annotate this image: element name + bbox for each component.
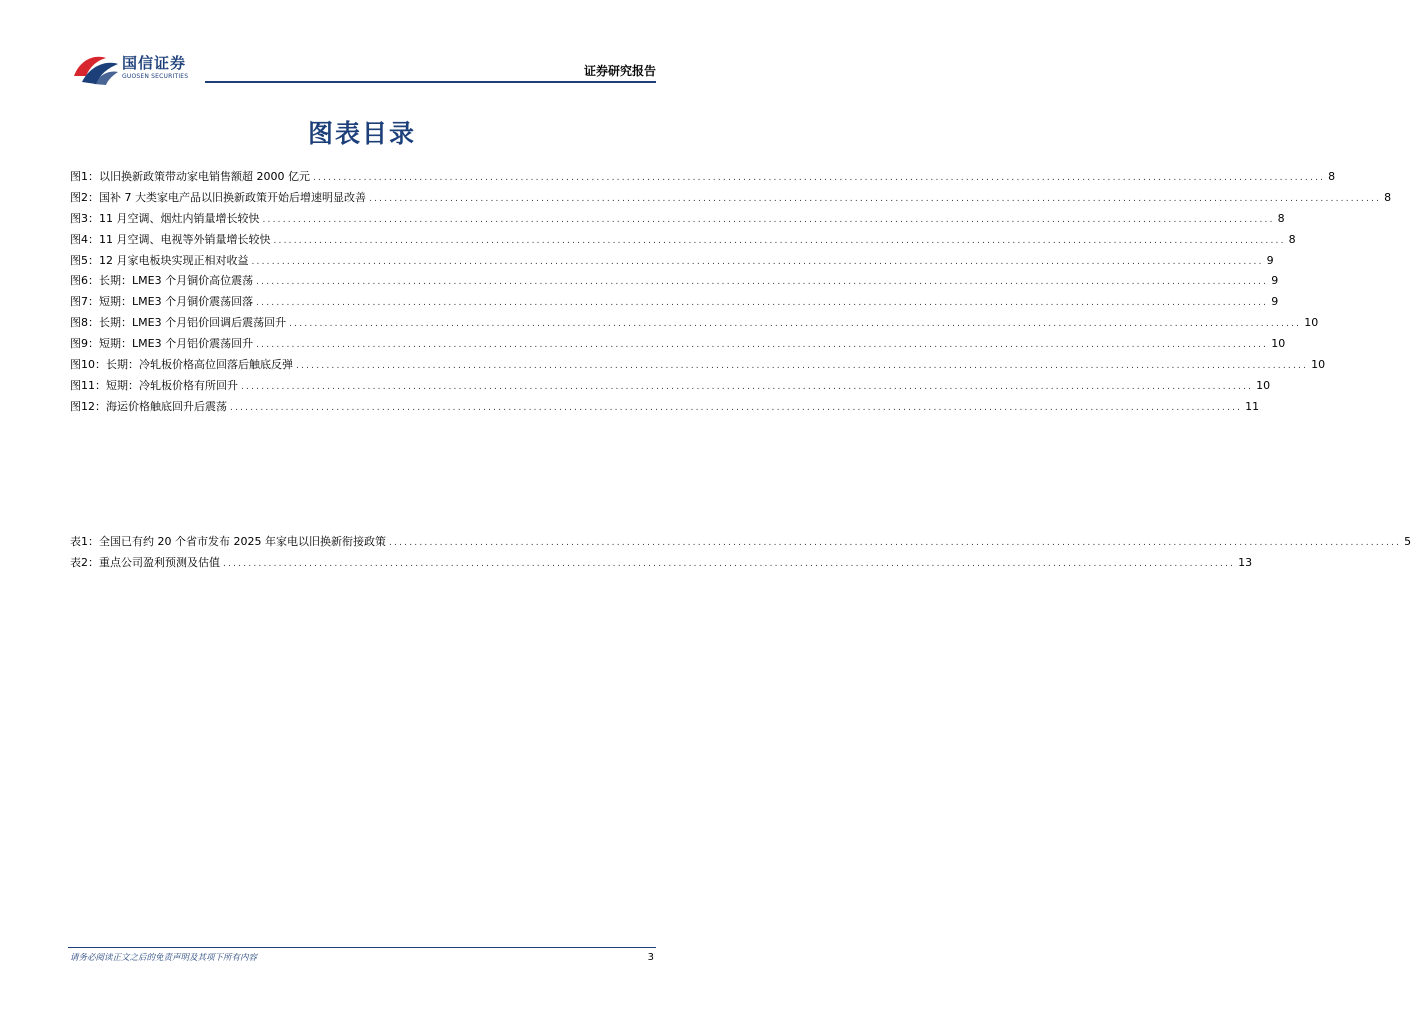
- footer-disclaimer: 请务必阅读正文之后的免责声明及其项下所有内容: [70, 953, 258, 963]
- toc-entry-label: 图10：: [70, 358, 106, 372]
- report-type-label: 证券研究报告: [583, 64, 656, 78]
- toc-entry-title: 11 月空调、烟灶内销量增长较快: [99, 211, 260, 225]
- toc-entry-label: 图11：: [70, 378, 106, 392]
- toc-entry-label: 图2：: [70, 190, 99, 204]
- toc-leader-dots: ........................................................................................................................................................................................................: [251, 256, 1264, 267]
- toc-entry-title: 国补 7 大类家电产品以旧换新政策开始后增速明显改善: [99, 190, 366, 204]
- toc-leader-dots: ........................................................................................................................................................................................................: [296, 361, 1309, 372]
- toc-entry[interactable]: [70, 355, 1326, 376]
- toc-entry[interactable]: [70, 251, 1274, 272]
- logo-text-en: GUOSEN SECURITIES: [122, 73, 189, 80]
- toc-leader-dots: ........................................................................................................................................................................................................: [230, 402, 1243, 413]
- toc-leader-dots: ........................................................................................................................................................................................................: [388, 538, 1402, 548]
- guosen-logo-icon: [72, 52, 120, 86]
- toc-entry-label: 图8：: [70, 316, 99, 330]
- page-title: 图表目录: [307, 119, 416, 148]
- toc-entry-title: 全国已有约 20 个省市发布 2025 年家电以旧换新衔接政策: [99, 535, 386, 548]
- company-logo: [72, 52, 202, 86]
- toc-entry-title: 11 月空调、电视等外销量增长较快: [99, 232, 271, 246]
- toc-entry[interactable]: [70, 167, 1336, 188]
- toc-entry-title: 短期：LME3 个月铝价震荡回升: [99, 337, 254, 351]
- toc-entry-page: 8: [1328, 170, 1336, 183]
- toc-entry-title: 海运价格触底回升后震荡: [106, 399, 227, 413]
- toc-entry-title: 长期：LME3 个月铝价回调后震荡回升: [99, 316, 287, 330]
- toc-entry[interactable]: [70, 532, 1411, 553]
- toc-entry-label: 图7：: [70, 295, 99, 309]
- toc-entry-label: 表2：: [70, 555, 99, 569]
- toc-entry-label: 图12：: [70, 399, 106, 413]
- page-header: [0, 0, 724, 90]
- toc-entry-title: 12 月家电板块实现正相对收益: [99, 253, 249, 267]
- toc-entry-page: 9: [1271, 295, 1279, 309]
- toc-entry-page: 10: [1304, 316, 1319, 330]
- toc-entry-page: 8: [1288, 232, 1296, 246]
- toc-entry-label: 图3：: [70, 211, 99, 225]
- toc-leader-dots: ........................................................................................................................................................................................................: [369, 193, 1382, 204]
- toc-entry[interactable]: [70, 230, 1296, 251]
- toc-entry-page: 11: [1245, 399, 1260, 413]
- toc-entry-page: 8: [1384, 190, 1392, 204]
- header-divider: [205, 81, 656, 83]
- toc-entry-page: 9: [1271, 274, 1279, 288]
- toc-leader-dots: ........................................................................................................................................................................................................: [289, 319, 1302, 330]
- toc-entry-label: 表1：: [70, 535, 99, 548]
- table-list: [70, 532, 1411, 574]
- toc-entry[interactable]: [70, 397, 1260, 418]
- page-number: 3: [647, 952, 654, 963]
- toc-entry-label: 图5：: [70, 253, 99, 267]
- toc-entry[interactable]: [70, 313, 1319, 334]
- toc-entry[interactable]: [70, 271, 1279, 292]
- toc-entry-page: 10: [1271, 337, 1286, 351]
- toc-entry-title: 长期：LME3 个月铜价高位震荡: [99, 274, 254, 288]
- figure-list: [70, 167, 1392, 418]
- toc-entry[interactable]: [70, 292, 1279, 313]
- footer-divider: [68, 947, 656, 948]
- toc-leader-dots: ........................................................................................................................................................................................................: [262, 214, 1275, 225]
- toc-entry[interactable]: [70, 553, 1253, 574]
- toc-entry-label: 图4：: [70, 232, 99, 246]
- toc-entry-page: 9: [1266, 253, 1274, 267]
- toc-entry-title: 重点公司盈利预测及估值: [99, 555, 220, 569]
- toc-leader-dots: ........................................................................................................................................................................................................: [273, 235, 1286, 246]
- toc-entry-title: 短期：冷轧板价格有所回升: [106, 378, 238, 392]
- toc-entry[interactable]: [70, 188, 1392, 209]
- toc-entry-page: 8: [1277, 211, 1285, 225]
- toc-leader-dots: ........................................................................................................................................................................................................: [256, 277, 1269, 288]
- toc-entry[interactable]: [70, 334, 1286, 355]
- toc-leader-dots: ........................................................................................................................................................................................................: [313, 173, 1326, 183]
- toc-entry-page: 10: [1256, 378, 1271, 392]
- toc-entry-title: 长期：冷轧板价格高位回落后触底反弹: [106, 358, 293, 372]
- toc-entry-label: 图1：: [70, 170, 99, 183]
- toc-entry[interactable]: [70, 376, 1271, 397]
- toc-leader-dots: ........................................................................................................................................................................................................: [241, 381, 1254, 392]
- toc-entry-page: 5: [1404, 535, 1411, 548]
- toc-entry-page: 13: [1238, 555, 1253, 569]
- toc-entry-title: 以旧换新政策带动家电销售额超 2000 亿元: [99, 170, 310, 183]
- toc-leader-dots: ........................................................................................................................................................................................................: [256, 340, 1269, 351]
- toc-leader-dots: ........................................................................................................................................................................................................: [256, 298, 1269, 309]
- toc-entry-label: 图9：: [70, 337, 99, 351]
- toc-entry-page: 10: [1311, 358, 1326, 372]
- toc-entry[interactable]: [70, 209, 1285, 230]
- toc-entry-label: 图6：: [70, 274, 99, 288]
- toc-leader-dots: ........................................................................................................................................................................................................: [223, 558, 1236, 569]
- logo-text-cn: 国信证券: [122, 54, 187, 72]
- toc-entry-title: 短期：LME3 个月铜价震荡回落: [99, 295, 254, 309]
